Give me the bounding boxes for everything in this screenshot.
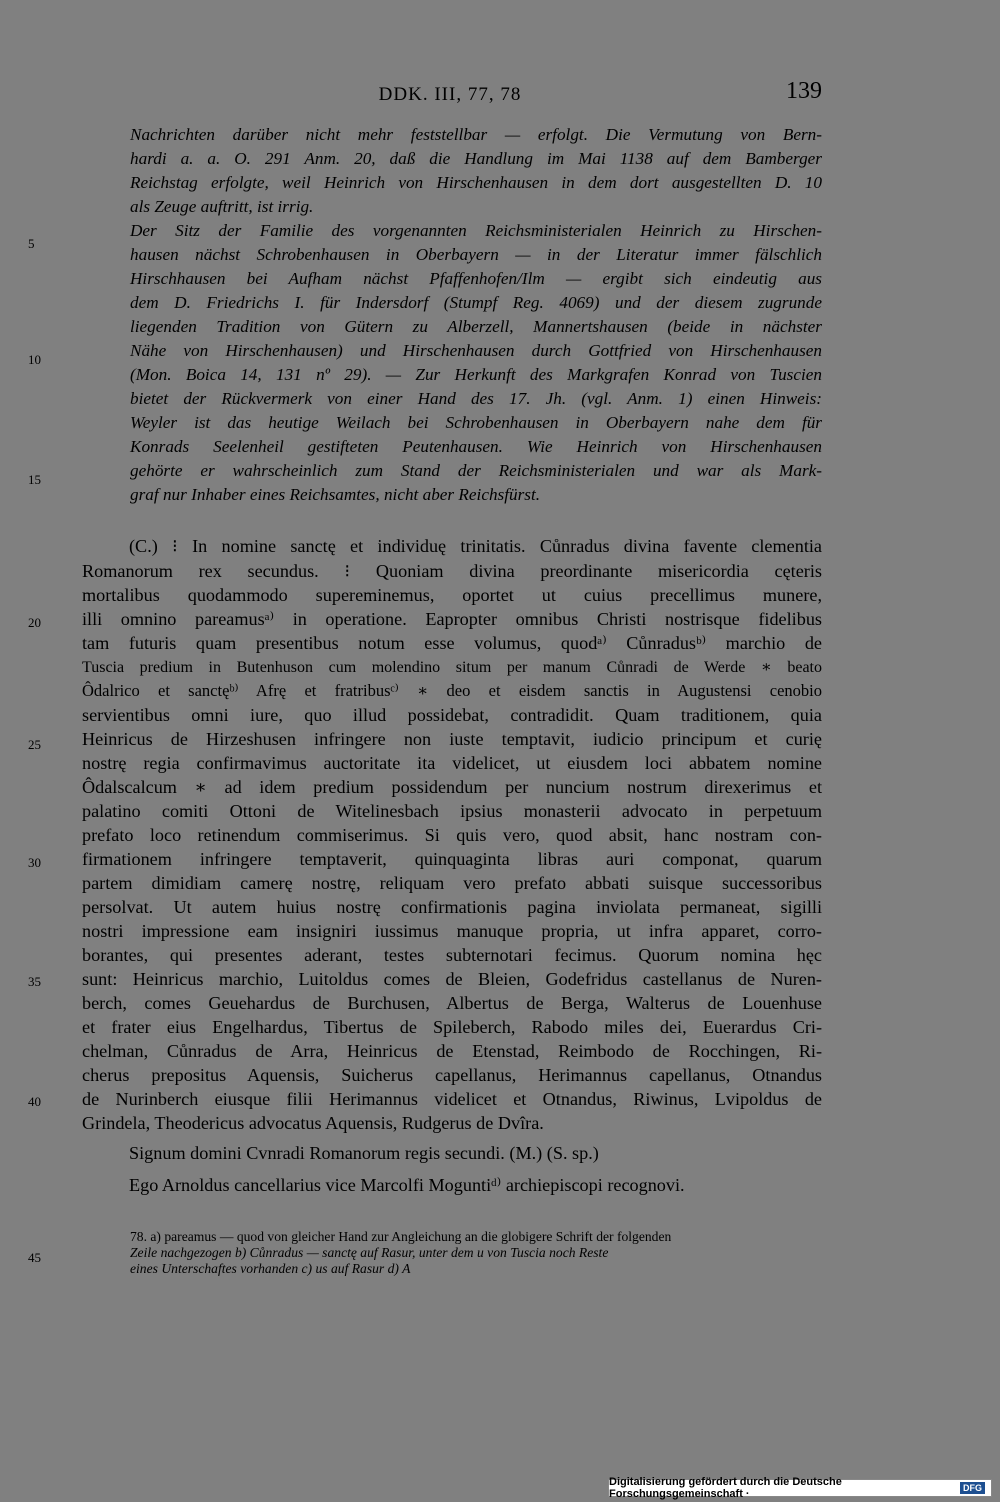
- note-line: als Zeuge auftritt, ist irrig.: [130, 197, 314, 216]
- dfg-footer: [608, 1476, 992, 1500]
- dfg-logo: DFG: [960, 1482, 985, 1494]
- footer-text: Digitalisierung gefördert durch die Deutsche Forschungsgemeinschaft ·: [609, 1476, 842, 1500]
- charter-line: partem dimidiam camerę nostrę, reliquam vero prefato abbati suisque successoribus: [82, 873, 822, 893]
- line-number: 30: [28, 855, 41, 870]
- charter-line: (C.) ⁝ In nomine sanctę et individuę trinitatis. Cůnradus divina favente clementia: [129, 536, 822, 556]
- charter-line: et frater eius Engelhardus, Tibertus de Spileberch, Rabodo miles dei, Euerardus Cri-: [82, 1017, 822, 1037]
- charter-line: palatino comiti Ottoni de Witelinesbach ipsius monasterii advocato in perpetuum: [82, 801, 822, 821]
- charter-line: tam futuris quam presentibus notum esse volumus, quodᵃ⁾ Cůnradusᵇ⁾ marchio de: [82, 633, 822, 653]
- note-line: hardi a. a. O. 291 Anm. 20, daß die Handlung im Mai 1138 auf dem Bamberger: [130, 149, 822, 168]
- charter-line: Heinricus de Hirzeshusen infringere non iuste temptavit, iudicio principum et curię: [82, 729, 822, 749]
- charter-line: mortalibus quodammodo supereminemus, oportet ut cuius precellimus munere,: [82, 585, 822, 605]
- charter-line: prefato loco retinendum commiserimus. Si quis vero, quod absit, hanc nostram con-: [82, 825, 822, 845]
- charter-line: Tuscia predium in Butenhuson cum molendino situm per manum Cůnradi de Werde ∗ beato: [82, 659, 822, 676]
- line-number: 25: [28, 737, 41, 752]
- charter-line: borantes, qui presentes aderant, testes subternotari fecimus. Quorum nomina hęc: [82, 945, 822, 965]
- charter-line: Grindela, Theodericus advocatus Aquensis, Rudgerus de Dvîra.: [82, 1113, 544, 1133]
- signum-line: Signum domini Cvnradi Romanorum regis secundi. (M.) (S. sp.): [129, 1143, 599, 1163]
- recognition-line: Ego Arnoldus cancellarius vice Marcolfi Moguntiᵈ⁾ archiepiscopi recognovi.: [129, 1175, 685, 1195]
- charter-line: nostrę regia confirmavimus auctoritate ita videlicet, ut eiusdem loci abbatem nomine: [82, 753, 822, 773]
- charter-line: firmationem infringere temptaverit, quinquaginta libras auri componat, quarum: [82, 849, 822, 869]
- charter-line: chelman, Cůnradus de Arra, Heinricus de Etenstad, Reimbodo de Rocchingen, Ri-: [82, 1041, 822, 1061]
- note-line: Reichstag erfolgte, weil Heinrich von Hirschenhausen in dem dort ausgestellten D. 10: [130, 173, 822, 192]
- line-number: 40: [28, 1094, 41, 1109]
- footnote-line: eines Unterschaftes vorhanden c) us auf Rasur d) A: [130, 1261, 411, 1276]
- charter-line: Ôdalscalcum ∗ ad idem predium possidendum per nuncium nostrum direxerimus et: [82, 777, 822, 797]
- line-number: 20: [28, 615, 41, 630]
- note-line: Der Sitz der Familie des vorgenannten Reichsministerialen Heinrich zu Hirschen-: [130, 221, 822, 240]
- charter-line: Ôdalrico et sanctęᵇ⁾ Afrę et fratribusᶜ⁾ ∗ deo et eisdem sanctis in Augustensi cenobio: [82, 681, 822, 700]
- line-number: 45: [28, 1250, 41, 1265]
- footnote-line: 78. a) pareamus — quod von gleicher Hand zur Angleichung an die globigere Schrift der folgenden: [130, 1229, 672, 1244]
- charter-line: nostri impressione eam insigniri iussimus manuque propria, ut infra apparet, corro-: [82, 921, 822, 941]
- footnote-line: Zeile nachgezogen b) Cůnradus — sanctę auf Rasur, unter dem u von Tuscia noch Reste: [130, 1245, 609, 1260]
- running-header: DDK. III, 77, 78: [378, 84, 522, 105]
- charter-line: servientibus omni iure, quo illud possidebat, contradidit. Quam traditionem, quia: [82, 705, 822, 725]
- note-line: Konrads Seelenheil gestifteten Peutenhausen. Wie Heinrich von Hirschenhausen: [130, 437, 822, 456]
- charter-line: sunt: Heinricus marchio, Luitoldus comes de Bleien, Godefridus castellanus de Nuren-: [82, 969, 822, 989]
- page-number: 139: [786, 78, 822, 104]
- note-line: Nachrichten darüber nicht mehr feststellbar — erfolgt. Die Vermutung von Bern-: [130, 125, 822, 144]
- note-line: Weyler ist das heutige Weilach bei Schrobenhausen in Oberbayern nahe dem für: [130, 413, 822, 432]
- charter-line: persolvat. Ut autem huius nostrę confirmationis pagina inviolata permaneat, sigilli: [82, 897, 822, 917]
- note-line: hausen nächst Schrobenhausen in Oberbayern — in der Literatur immer fälschlich: [130, 245, 822, 264]
- note-line: Nähe von Hirschenhausen) und Hirschenhausen durch Gottfried von Hirschenhausen: [130, 341, 822, 360]
- note-line: (Mon. Boica 14, 131 nº 29). — Zur Herkunft des Markgrafen Konrad von Tuscien: [130, 365, 822, 384]
- line-number: 35: [28, 974, 41, 989]
- note-line: gehörte er wahrscheinlich zum Stand der Reichsministerialen und war als Mark-: [130, 461, 822, 480]
- charter-line: illi omnino pareamusᵃ⁾ in operatione. Eapropter omnibus Christi nostrisque fidelibus: [82, 609, 822, 629]
- line-number: 10: [28, 352, 41, 367]
- charter-line: cherus prepositus Aquensis, Suicherus capellanus, Herimannus capellanus, Otnandus: [82, 1065, 822, 1085]
- note-line: bietet der Rückvermerk von einer Hand des 17. Jh. (vgl. Anm. 1) einen Hinweis:: [130, 389, 822, 408]
- note-line: graf nur Inhaber eines Reichsamtes, nicht aber Reichsfürst.: [130, 485, 541, 504]
- charter-line: Romanorum rex secundus. ⁝ Quoniam divina preordinante misericordia cęteris: [82, 561, 822, 581]
- charter-line: berch, comes Geuehardus de Burchusen, Albertus de Berga, Walterus de Louenhuse: [82, 993, 822, 1013]
- note-line: liegenden Tradition von Gütern zu Alberzell, Mannertshausen (beide in nächster: [130, 317, 822, 336]
- charter-line: de Nurinberch eiusque filii Herimannus videlicet et Otnandus, Riwinus, Lvipoldus de: [82, 1089, 822, 1109]
- line-number: 15: [28, 472, 41, 487]
- line-number: 5: [28, 236, 35, 251]
- note-line: dem D. Friedrichs I. für Indersdorf (Stumpf Reg. 4069) und der diesem zugrunde: [130, 293, 822, 312]
- note-line: Hirschhausen bei Aufham nächst Pfaffenhofen/Ilm — ergibt sich eindeutig aus: [130, 269, 822, 288]
